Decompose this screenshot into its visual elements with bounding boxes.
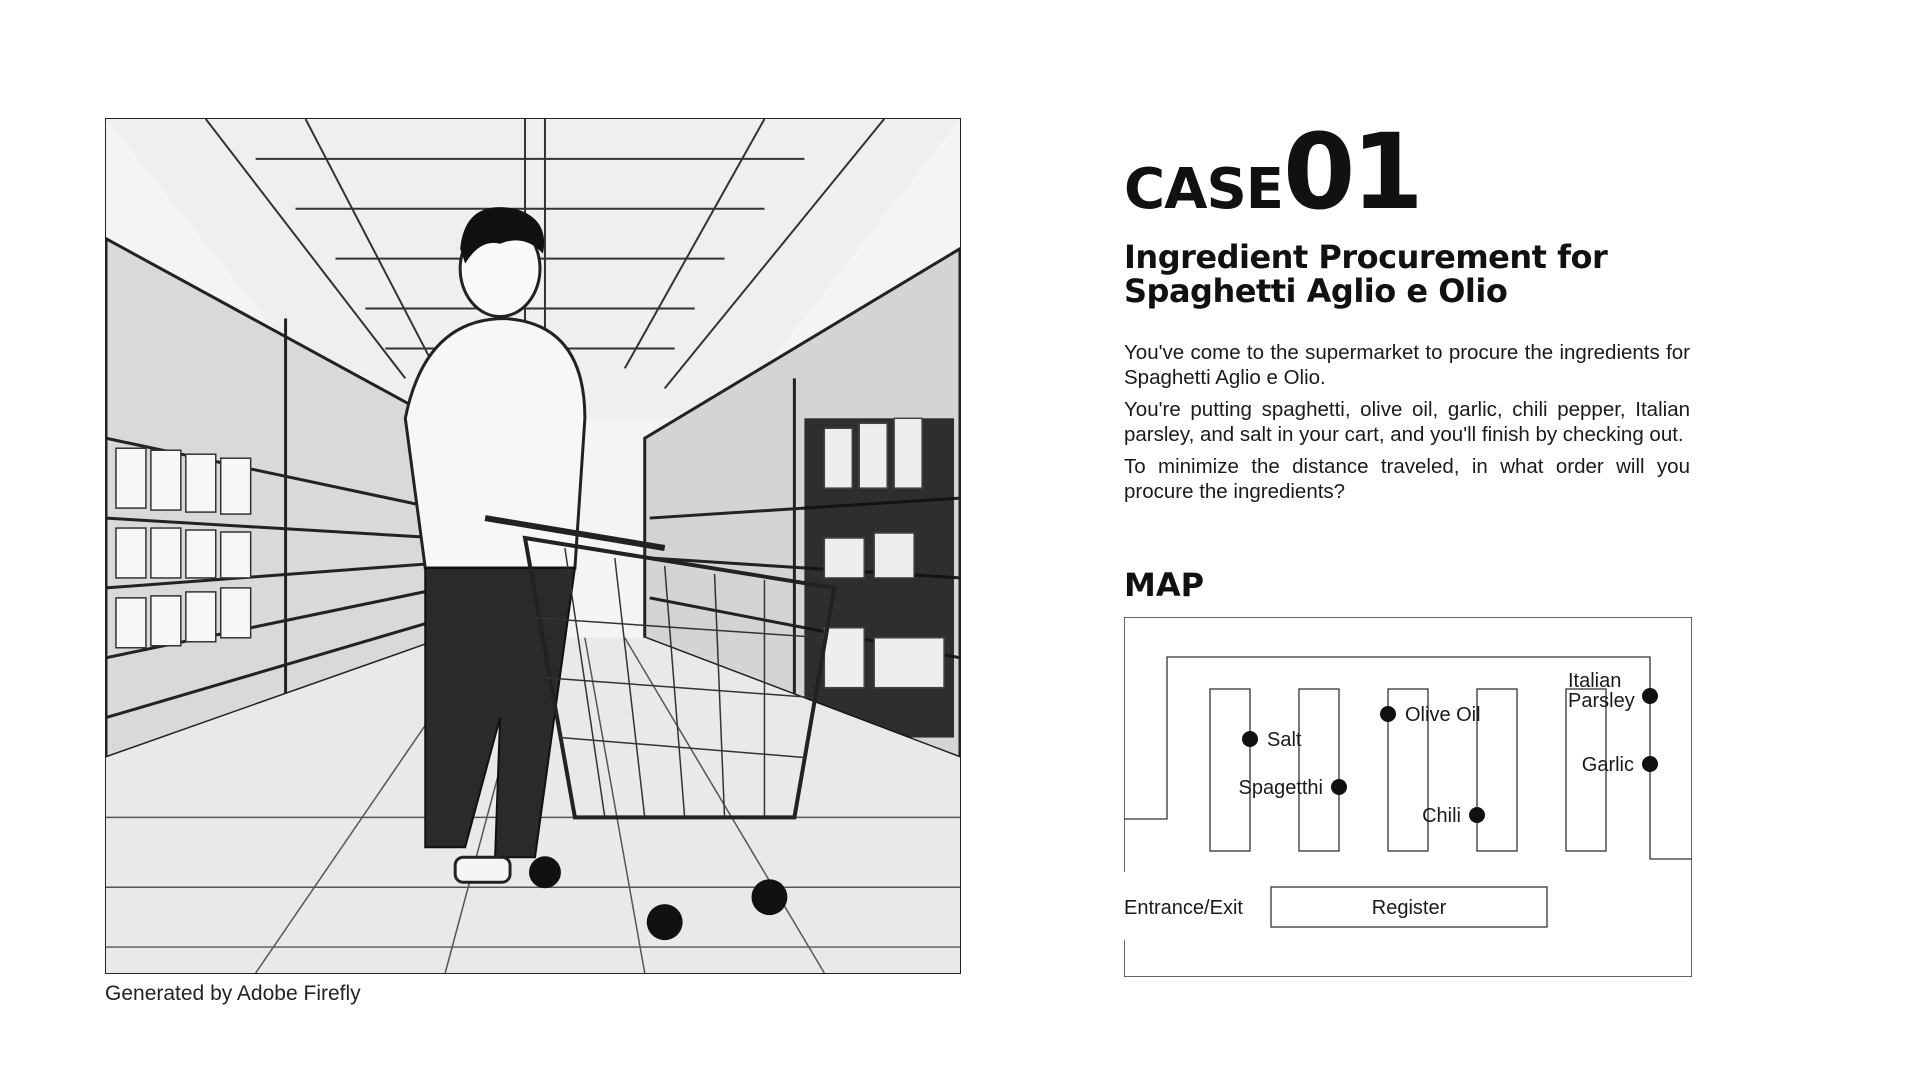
case-description: [1124, 340, 1690, 511]
case-title: [1124, 240, 1724, 308]
spaghetti-label: Spagetthi: [1238, 777, 1323, 799]
shelf-4: [1477, 689, 1517, 851]
case-number: 01: [1283, 111, 1420, 233]
store-map-svg: [1124, 617, 1692, 977]
salt-marker: [1242, 731, 1258, 747]
chili-marker: [1469, 807, 1485, 823]
description-paragraph-2: You're putting spaghetti, olive oil, garlic, chili pepper, Italian parsley, and salt in your cart, and you'll finish by checking out.: [1124, 398, 1690, 446]
chili-label: Chili: [1422, 805, 1461, 827]
olive-oil-marker: [1380, 706, 1396, 722]
image-caption: Generated by Adobe Firefly: [105, 982, 361, 1005]
parsley-label-line-1: Italian: [1568, 670, 1622, 692]
salt-label: Salt: [1267, 729, 1302, 751]
description-paragraph-1: You've come to the supermarket to procure the ingredients for Spaghetti Aglio e Olio.: [1124, 341, 1690, 389]
garlic-marker: [1642, 756, 1658, 772]
parsley-label-line-2: Parsley: [1568, 690, 1635, 712]
case-heading: [1124, 111, 1420, 233]
case-label: CASE: [1124, 157, 1284, 222]
supermarket-illustration: [105, 118, 961, 974]
register-label: Register: [1371, 897, 1447, 919]
case-title-line-1: Ingredient Procurement for: [1124, 238, 1608, 276]
store-map: [1124, 617, 1692, 977]
shelf-2: [1299, 689, 1339, 851]
garlic-label: Garlic: [1581, 754, 1634, 776]
case-title-line-2: Spaghetti Aglio e Olio: [1124, 272, 1508, 310]
shelf-1: [1210, 689, 1250, 851]
supermarket-sketch: [106, 119, 960, 973]
parsley-marker: [1642, 688, 1658, 704]
olive-oil-label: Olive Oil: [1405, 704, 1481, 726]
entrance-exit-label: Entrance/Exit: [1124, 897, 1243, 919]
spaghetti-marker: [1331, 779, 1347, 795]
map-heading: MAP: [1124, 566, 1205, 604]
description-paragraph-3: To minimize the distance traveled, in what order will you procure the ingredients?: [1124, 455, 1690, 503]
